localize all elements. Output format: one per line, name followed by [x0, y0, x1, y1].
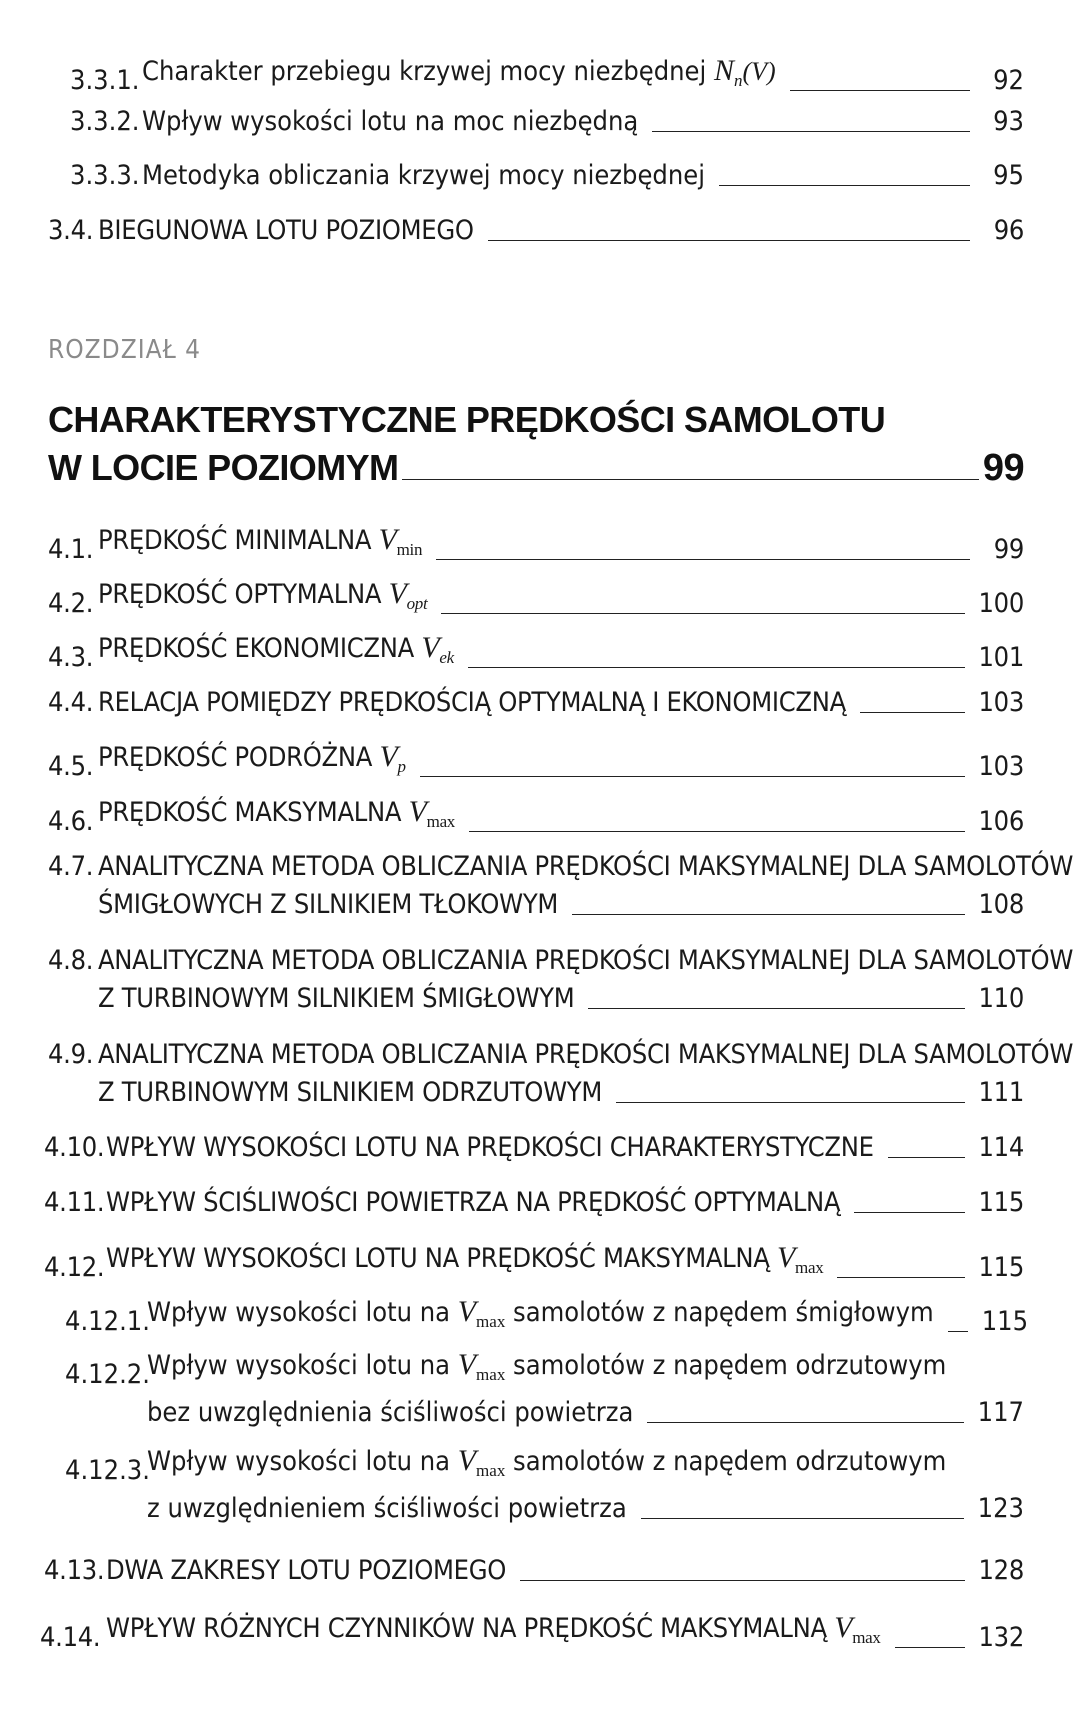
entry-symbol-subscript: n [734, 71, 743, 90]
page-number: 101 [978, 642, 1024, 673]
entry-title: Wpływ wysokości lotu na [147, 1350, 450, 1381]
toc-entry-3-3-3 [70, 157, 1024, 195]
page-number: 115 [978, 1252, 1024, 1283]
entry-title-continued: samolotów z napędem odrzutowym [513, 1446, 947, 1477]
entry-title: WPŁYW RÓŻNYCH CZYNNIKÓW NA PRĘDKOŚĆ MAKSYMALNĄ [106, 1613, 827, 1644]
entry-title: Wpływ wysokości lotu na moc niezbędną [142, 106, 639, 137]
entry-symbol-subscript: max [476, 1312, 506, 1331]
chapter-title-line-2: W LOCIE POZIOMYM [48, 447, 399, 488]
entry-title: BIEGUNOWA LOTU POZIOMEGO [98, 215, 474, 246]
toc-entry-4-6 [48, 793, 1024, 841]
entry-symbol-subscript: ek [439, 648, 454, 667]
entry-symbol: V [457, 1348, 477, 1381]
page-number: 128 [978, 1555, 1024, 1586]
entry-title-line-2: Z TURBINOWYM SILNIKIEM ŚMIGŁOWYM [98, 983, 575, 1014]
entry-symbol: V [457, 1295, 477, 1328]
entry-number: 4.11. [44, 1187, 105, 1218]
dot-leader [647, 1422, 963, 1423]
entry-title: Wpływ wysokości lotu na [147, 1446, 450, 1477]
page-number: 115 [981, 1306, 1029, 1337]
dot-leader [719, 185, 970, 186]
dot-leader [616, 1102, 965, 1103]
toc-entry-4-5 [48, 738, 1024, 786]
entry-symbol-subscript: p [397, 757, 406, 776]
entry-symbol: V [388, 577, 407, 610]
entry-title: PRĘDKOŚĆ OPTYMALNA [98, 579, 382, 610]
entry-title: PRĘDKOŚĆ EKONOMICZNA [98, 633, 414, 664]
toc-entry-4-3 [48, 629, 1024, 677]
entry-symbol: N [713, 54, 734, 87]
dot-leader [790, 90, 970, 91]
entry-symbol-argument: (V) [742, 57, 776, 86]
entry-title-line-1: ANALITYCZNA METODA OBLICZANIA PRĘDKOŚCI MAKSYMALNEJ DLA SAMOLOTÓW [98, 1039, 1074, 1070]
entry-symbol: V [834, 1611, 853, 1644]
entry-symbol-subscript: opt [406, 594, 428, 613]
toc-entry-4-9 [48, 1036, 1074, 1112]
page-number: 123 [977, 1493, 1024, 1524]
entry-title-line-2: ŚMIGŁOWYCH Z SILNIKIEM TŁOKOWYM [98, 889, 559, 920]
toc-entry-4-12-1 [65, 1293, 1029, 1341]
entry-symbol-subscript: min [396, 540, 423, 559]
chapter-title-line-1: CHARAKTERYSTYCZNE PRĘDKOŚCI SAMOLOTU [48, 399, 886, 440]
entry-title-line-1: ANALITYCZNA METODA OBLICZANIA PRĘDKOŚCI MAKSYMALNEJ DLA SAMOLOTÓW [98, 945, 1074, 976]
entry-title: RELACJA POMIĘDZY PRĘDKOŚCIĄ OPTYMALNĄ I EKONOMICZNĄ [98, 687, 846, 718]
toc-entry-4-13 [44, 1552, 1024, 1590]
toc-entry-4-4 [48, 684, 1024, 722]
entry-title: DWA ZAKRESY LOTU POZIOMEGO [106, 1555, 507, 1586]
entry-symbol-subscript: max [852, 1628, 881, 1647]
dot-leader [641, 1518, 964, 1519]
dot-leader [895, 1647, 965, 1648]
entry-number: 3.4. [48, 215, 94, 246]
chapter-label: ROZDZIAŁ 4 [48, 335, 202, 365]
entry-title-continued: samolotów z napędem odrzutowym [513, 1350, 947, 1381]
entry-title-line-2: z uwzględnieniem ściśliwości powietrza [147, 1493, 627, 1524]
entry-number: 4.8. [48, 945, 94, 976]
toc-entry-3-3-1 [70, 52, 1024, 100]
toc-entry-3-4 [48, 212, 1024, 250]
page-number: 95 [993, 160, 1024, 191]
dot-leader [436, 559, 970, 560]
dot-leader [572, 914, 965, 915]
entry-symbol-subscript: max [476, 1365, 506, 1384]
page-number: 93 [993, 106, 1024, 137]
toc-entry-4-12-3 [65, 1442, 1024, 1528]
page-number: 103 [978, 751, 1024, 782]
entry-number: 3.3.1. [70, 65, 140, 96]
page-number: 114 [978, 1132, 1024, 1163]
page-number: 110 [978, 983, 1024, 1014]
toc-entry-4-8 [48, 942, 1074, 1018]
dot-leader [837, 1277, 964, 1278]
dot-leader [860, 712, 965, 713]
entry-number: 4.12.2. [65, 1359, 150, 1390]
page-number: 108 [978, 889, 1024, 920]
entry-title-line-2: bez uwzględnienia ściśliwości powietrza [147, 1397, 634, 1428]
page-number: 132 [978, 1622, 1024, 1653]
entry-title: WPŁYW WYSOKOŚCI LOTU NA PRĘDKOŚCI CHARAKTERYSTYCZNE [106, 1132, 874, 1163]
toc-entry-4-2 [48, 575, 1024, 623]
dot-leader [854, 1212, 964, 1213]
toc-entry-4-10 [44, 1129, 1024, 1167]
entry-number: 4.9. [48, 1039, 94, 1070]
entry-number: 4.7. [48, 851, 94, 882]
chapter-page-number: 99 [982, 447, 1024, 489]
dot-leader [588, 1008, 964, 1009]
entry-number: 4.3. [48, 642, 94, 673]
entry-symbol-subscript: max [476, 1461, 506, 1480]
entry-title-line-2: Z TURBINOWYM SILNIKIEM ODRZUTOWYM [98, 1077, 602, 1108]
toc-entry-4-12-2 [65, 1346, 1024, 1432]
entry-symbol: V [457, 1444, 477, 1477]
entry-number: 4.6. [48, 806, 94, 837]
dot-leader [441, 613, 964, 614]
entry-title: Wpływ wysokości lotu na [147, 1297, 450, 1328]
entry-title-line-1: ANALITYCZNA METODA OBLICZANIA PRĘDKOŚCI MAKSYMALNEJ DLA SAMOLOTÓW [98, 851, 1074, 882]
entry-symbol: V [421, 631, 440, 664]
entry-number: 4.12. [44, 1252, 105, 1283]
chapter-title [48, 396, 1024, 492]
entry-symbol-subscript: max [426, 812, 456, 831]
entry-number: 4.12.3. [65, 1455, 150, 1486]
entry-number: 4.12.1. [65, 1306, 150, 1337]
toc-entry-4-7 [48, 848, 1074, 924]
dot-leader [402, 479, 979, 480]
entry-title: Charakter przebiegu krzywej mocy niezbędnej [142, 56, 707, 87]
dot-leader [469, 831, 965, 832]
dot-leader [488, 240, 970, 241]
entry-number: 3.3.2. [70, 106, 140, 137]
entry-number: 4.2. [48, 588, 94, 619]
page-number: 100 [978, 588, 1024, 619]
entry-title: PRĘDKOŚĆ PODRÓŻNA [98, 742, 373, 773]
entry-number: 4.13. [44, 1555, 105, 1586]
dot-leader [520, 1580, 964, 1581]
entry-title: WPŁYW ŚCIŚLIWOŚCI POWIETRZA NA PRĘDKOŚĆ OPTYMALNĄ [106, 1187, 841, 1218]
page-number: 99 [993, 534, 1024, 565]
dot-leader [652, 131, 970, 132]
dot-leader [468, 667, 965, 668]
page-number: 106 [978, 806, 1024, 837]
dot-leader [888, 1157, 965, 1158]
entry-symbol: V [777, 1241, 796, 1274]
toc-entry-4-14 [40, 1609, 1024, 1657]
dot-leader [948, 1331, 968, 1332]
entry-title: PRĘDKOŚĆ MAKSYMALNA [98, 797, 402, 828]
toc-entry-4-12 [44, 1239, 1024, 1287]
entry-number: 4.10. [44, 1132, 105, 1163]
page-number: 115 [978, 1187, 1024, 1218]
page-number: 117 [977, 1397, 1024, 1428]
entry-symbol: V [379, 740, 398, 773]
entry-number: 4.14. [40, 1622, 101, 1653]
entry-title: WPŁYW WYSOKOŚCI LOTU NA PRĘDKOŚĆ MAKSYMALNĄ [106, 1243, 770, 1274]
dot-leader [420, 776, 965, 777]
entry-number: 4.4. [48, 687, 94, 718]
entry-symbol: V [378, 523, 397, 556]
entry-number: 4.1. [48, 534, 94, 565]
toc-entry-4-1 [48, 521, 1024, 569]
entry-number: 3.3.3. [70, 160, 140, 191]
page-number: 103 [978, 687, 1024, 718]
toc-entry-4-11 [44, 1184, 1024, 1222]
entry-title: PRĘDKOŚĆ MINIMALNA [98, 525, 372, 556]
entry-number: 4.5. [48, 751, 94, 782]
toc-entry-3-3-2 [70, 103, 1024, 141]
page-number: 92 [993, 65, 1024, 96]
entry-title: Metodyka obliczania krzywej mocy niezbędnej [142, 160, 705, 191]
page-number: 111 [978, 1077, 1024, 1108]
entry-symbol: V [408, 795, 427, 828]
page-number: 96 [993, 215, 1024, 246]
entry-symbol-subscript: max [795, 1258, 824, 1277]
entry-title-continued: samolotów z napędem śmigłowym [513, 1297, 934, 1328]
